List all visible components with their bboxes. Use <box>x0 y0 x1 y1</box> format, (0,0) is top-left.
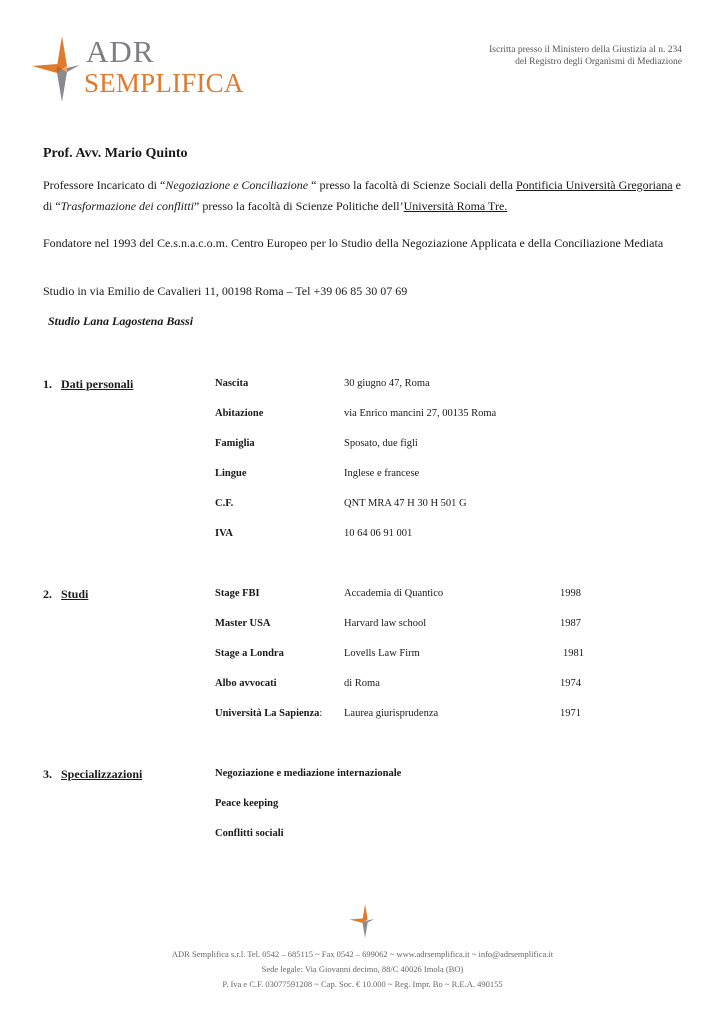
course-conflict-transformation: Trasformazione dei conflitti <box>60 199 195 213</box>
logo-wordmark-semplifica: SEMPLIFICA <box>84 68 244 98</box>
registry-note <box>489 44 682 68</box>
study-label: Stage FBI <box>215 588 260 599</box>
study-year: 1971 <box>560 708 581 719</box>
study-year: 1974 <box>560 678 581 689</box>
study-value: di Roma <box>344 678 380 689</box>
study-label: Master USA <box>215 618 271 629</box>
footer-legal-seat: Sede legale: Via Giovanni decimo, 88/C 40026 Imola (BO) <box>261 964 464 974</box>
university-gregoriana: Pontificia Università Gregoriana <box>515 178 673 192</box>
specialization-item: Conflitti sociali <box>215 828 284 839</box>
section-title: Dati personali <box>61 377 134 391</box>
compass-star-logo-icon <box>32 36 80 102</box>
field-label: Famiglia <box>215 438 255 449</box>
footer-contacts: ADR Semplifica s.r.l. Tel. 0542 – 685115 ~ Fax 0542 – 699062 ~ www.adrsemplifica.it ~ info@adrsemplifica.it <box>171 949 554 959</box>
field-value: Inglese e francese <box>344 468 420 479</box>
study-label: Stage a Londra <box>215 648 284 659</box>
study-year: 1987 <box>560 618 581 629</box>
study-value: Laurea giurisprudenza <box>344 708 439 719</box>
studio-name: Studio Lana Lagostena Bassi <box>48 314 194 328</box>
section-number: 1. <box>43 377 52 391</box>
study-value: Accademia di Quantico <box>344 588 444 599</box>
specialization-item: Peace keeping <box>215 798 279 809</box>
section-specializations <box>43 767 142 782</box>
intro-text-b: “ presso la facoltà di Scienze Sociali della <box>308 178 516 192</box>
footer-compass-star-icon <box>345 904 379 938</box>
field-value: Sposato, due figli <box>344 438 418 449</box>
specialization-item: Negoziazione e mediazione internazionale <box>215 768 402 779</box>
intro-paragraph <box>43 175 681 217</box>
study-label: Università La Sapienza <box>215 708 320 719</box>
study-year: 1981 <box>563 648 584 659</box>
study-label: Albo avvocati <box>215 678 277 689</box>
course-negotiation: Negoziazione e Conciliazione <box>165 178 309 192</box>
logo-wordmark-adr: ADR <box>86 34 155 69</box>
field-label: Lingue <box>215 468 247 479</box>
intro-text-c: e di “ <box>43 178 681 213</box>
section-personal-data <box>43 377 133 392</box>
section-number: 3. <box>43 767 52 781</box>
person-name: Prof. Avv. Mario Quinto <box>43 146 188 161</box>
founder-paragraph: Fondatore nel 1993 del Ce.s.n.a.c.o.m. Centro Europeo per lo Studio della Negoziazione Applicata e della Conciliazione Mediata <box>43 236 664 250</box>
field-label: Nascita <box>215 378 249 389</box>
field-label: C.F. <box>215 498 234 509</box>
university-roma-tre: Università Roma Tre. <box>403 199 508 213</box>
study-label-row <box>215 708 322 719</box>
section-studies <box>43 587 88 602</box>
section-number: 2. <box>43 587 52 601</box>
study-year: 1998 <box>560 588 581 599</box>
registry-line-1: Iscritta presso il Ministero della Giustizia al n. 234 <box>489 45 682 55</box>
field-value: 10 64 06 91 001 <box>344 528 413 539</box>
study-value: Harvard law school <box>344 618 427 629</box>
study-value: Lovells Law Firm <box>344 648 420 659</box>
address-line: Studio in via Emilio de Cavalieri 11, 00198 Roma – Tel +39 06 85 30 07 69 <box>43 284 408 298</box>
section-title: Studi <box>61 587 89 601</box>
footer-company-info: P. Iva e C.F. 03077591208 ~ Cap. Soc. € 10.000 ~ Reg. Impr. Bo ~ R.E.A. 490155 <box>222 979 503 989</box>
section-title: Specializzazioni <box>61 767 143 781</box>
registry-line-2: del Registro degli Organismi di Mediazione <box>515 57 682 67</box>
field-label: Abitazione <box>215 408 264 419</box>
field-value: via Enrico mancini 27, 00135 Roma <box>344 408 497 419</box>
field-value: QNT MRA 47 H 30 H 501 G <box>344 498 467 509</box>
field-label: IVA <box>215 528 233 539</box>
study-colon: : <box>319 708 323 719</box>
intro-text-d: ” presso la facoltà di Scienze Politiche dell’ <box>194 199 404 213</box>
intro-text-a: Professore Incaricato di “ <box>43 178 166 192</box>
field-value: 30 giugno 47, Roma <box>344 378 430 389</box>
